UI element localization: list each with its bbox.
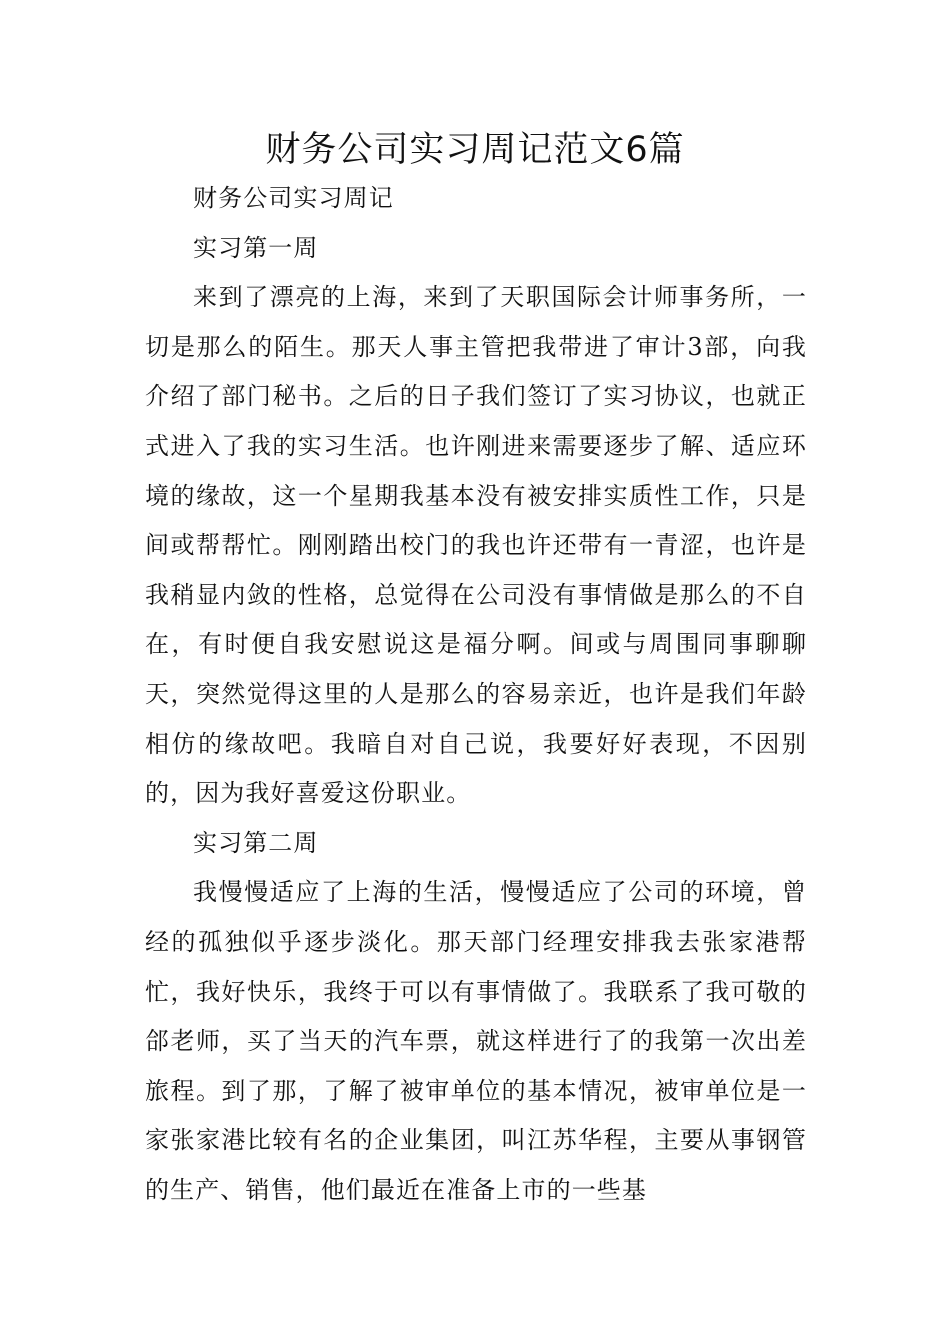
week-heading-2: 实习第二周	[193, 828, 319, 857]
document-body	[145, 174, 807, 1215]
document-title: 财务公司实习周记范文6篇	[265, 130, 685, 170]
section-heading: 财务公司实习周记	[193, 184, 394, 212]
body-paragraph: 来到了漂亮的上海，来到了天职国际会计师事务所，一切是那么的陌生。那天人事主管把我带进了审计3部，向我介绍了部门秘书。之后的日子我们签订了实习协议，也就正式进入了我的实习生活。也许刚进来需要逐步了解、适应环境的缘故，这一个星期我基本没有被安排实质性工作，只是间或帮帮忙。刚刚踏出校门的我也许还带有一青涩，也许是我稍显内敛的性格，总觉得在公司没有事情做是那么的不自在，有时便自我安慰说这是福分啊。间或与周围同事聊聊天，突然觉得这里的人是那么的容易亲近，也许是我们年龄相仿的缘故吧。我暗自对自己说，我要好好表现，不因别的，因为我好喜爱这份职业。	[145, 283, 807, 808]
body-paragraph: 我慢慢适应了上海的生活，慢慢适应了公司的环境，曾经的孤独似乎逐步淡化。那天部门经理安排我去张家港帮忙，我好快乐，我终于可以有事情做了。我联系了我可敬的郃老师，买了当天的汽车票，就这样进行了的我第一次出差旅程。到了那，了解了被审单位的基本情况，被审单位是一家张家港比较有名的企业集团，叫江苏华程，主要从事钢管的生产、销售，他们最近在准备上市的一些基	[145, 878, 807, 1204]
week-heading-1: 实习第一周	[193, 233, 319, 262]
